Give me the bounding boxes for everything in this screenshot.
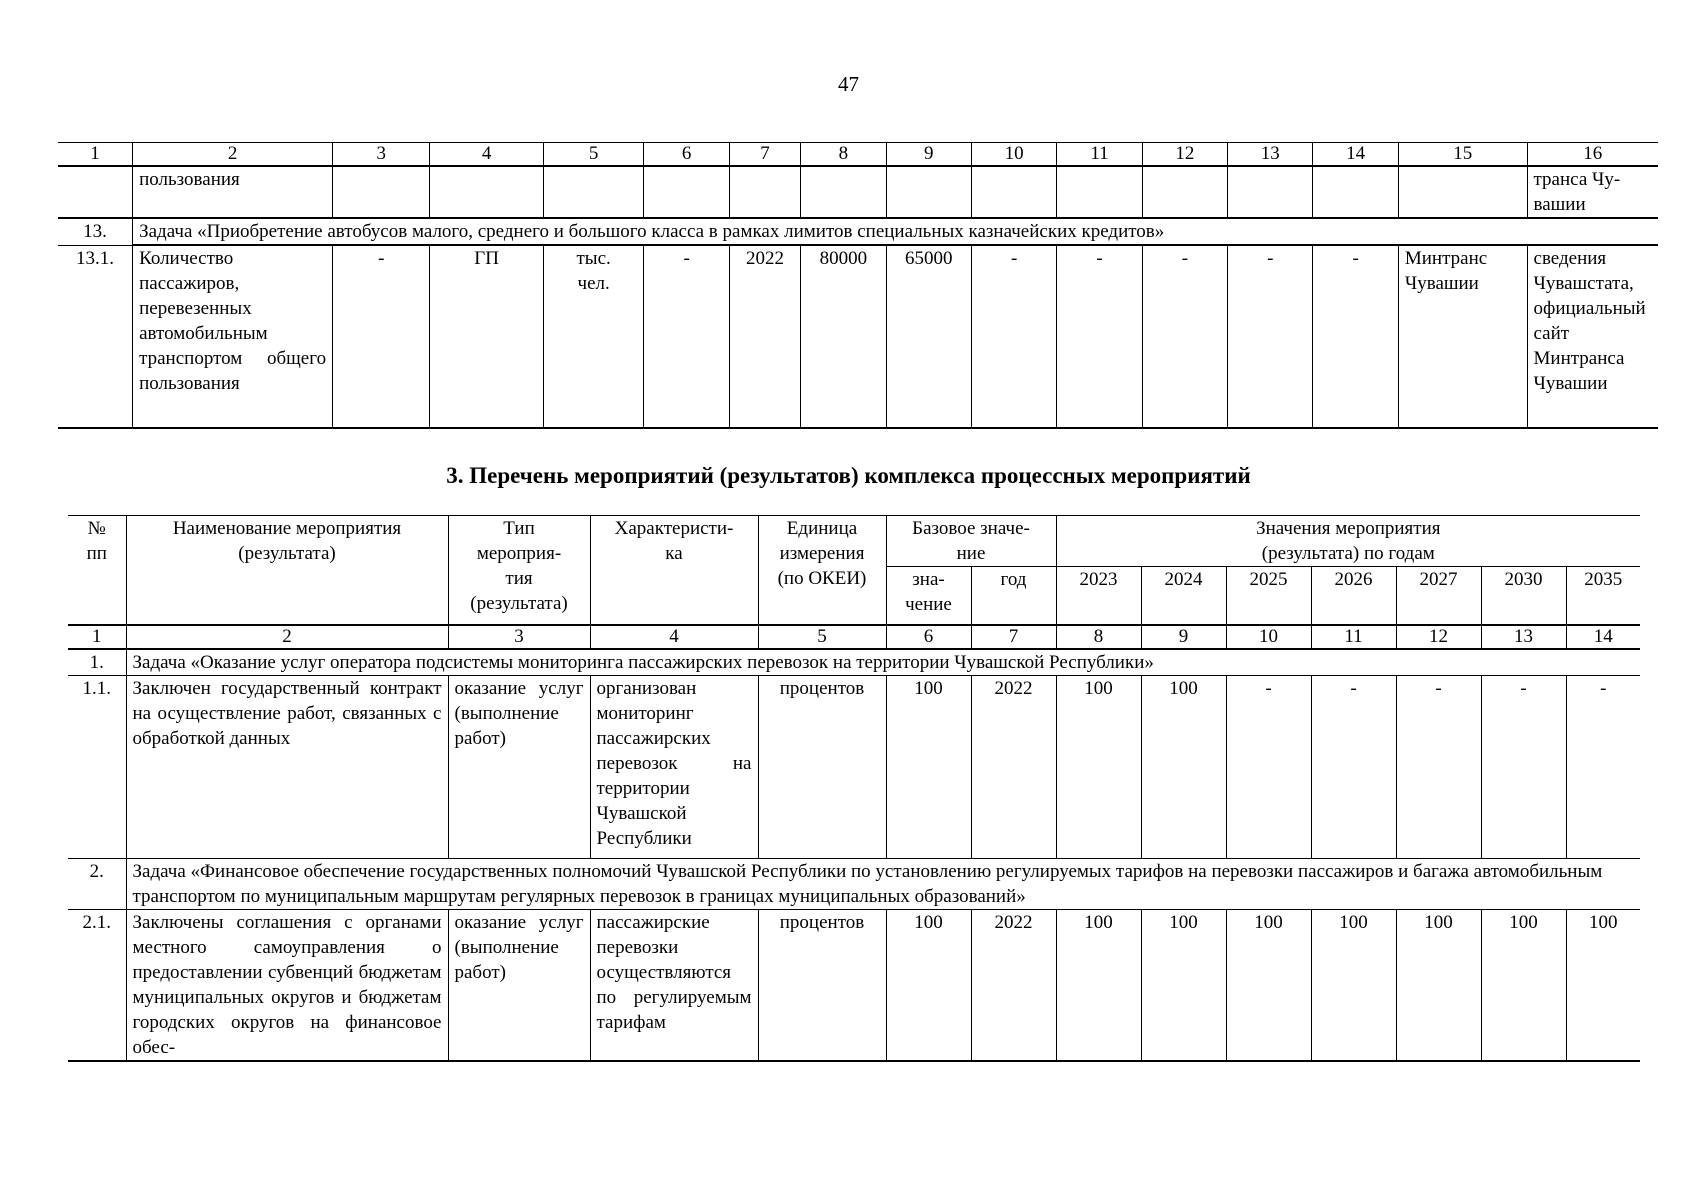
- year-value: 100: [1056, 675, 1141, 858]
- header-characteristic: Характеристи- ка: [590, 516, 758, 625]
- col-number: 12: [1142, 143, 1227, 167]
- header-year: 2030: [1481, 567, 1566, 625]
- col-number: 3: [448, 625, 590, 649]
- activity-row: [68, 909, 1640, 1061]
- information-source: транса Чу- вашии: [1527, 166, 1658, 218]
- cell-value: -: [333, 245, 430, 428]
- col-number: 6: [886, 625, 971, 649]
- year-value: -: [1396, 675, 1481, 858]
- activities-table: [68, 515, 1640, 1062]
- col-number: 2: [133, 143, 333, 167]
- year-value: 100: [1481, 909, 1566, 1061]
- task-text: Задача «Финансовое обеспечение государственных полномочий Чувашской Республики по установлению регулируемых тарифов на перевозки пассажиров и багажа автомобильным транспортом по муниципальным маршрутам регулярных перевозок в границах муниципальных образований»: [126, 858, 1640, 909]
- unit-cell: тыс. чел.: [543, 245, 644, 428]
- task-text: Задача «Приобретение автобусов малого, среднего и большого класса в рамках лимитов специальных казначейских кредитов»: [133, 218, 1658, 245]
- base-value: 100: [886, 675, 971, 858]
- header-type: Тип мероприя- тия (результата): [448, 516, 590, 625]
- col-number: 3: [333, 143, 430, 167]
- year-value: -: [1481, 675, 1566, 858]
- base-year: 2022: [971, 675, 1056, 858]
- col-number: 14: [1566, 625, 1640, 649]
- activity-unit: процентов: [758, 909, 886, 1061]
- task-number: 2.: [68, 858, 126, 909]
- col-number: 5: [758, 625, 886, 649]
- indicator-name: пользования: [133, 166, 333, 218]
- cell-value: -: [644, 245, 729, 428]
- activity-unit: процентов: [758, 675, 886, 858]
- col-number: 11: [1057, 143, 1142, 167]
- col-number: 11: [1311, 625, 1396, 649]
- activity-number: 1.1.: [68, 675, 126, 858]
- task-row: [68, 649, 1640, 676]
- header-unit: Единица измерения (по ОКЕИ): [758, 516, 886, 625]
- indicator-row: [58, 245, 1658, 428]
- col-number: 12: [1396, 625, 1481, 649]
- col-number: 8: [1056, 625, 1141, 649]
- year-value: 100: [1056, 909, 1141, 1061]
- header-year: 2035: [1566, 567, 1640, 625]
- cell-value: 65000: [886, 245, 971, 428]
- year-value: -: [1226, 675, 1311, 858]
- cell-value: 2022: [729, 245, 800, 428]
- header-num: № пп: [68, 516, 126, 625]
- header-row: [68, 516, 1640, 567]
- responsible-cell: Минтранс Чувашии: [1398, 245, 1527, 428]
- cell-value: ГП: [430, 245, 544, 428]
- cell-value: -: [1313, 245, 1398, 428]
- year-value: 100: [1311, 909, 1396, 1061]
- col-number: 7: [729, 143, 800, 167]
- indicator-name: Количество пассажиров, перевезенных автомобильным транспортом общего пользования: [133, 245, 333, 428]
- cell-value: -: [1057, 245, 1142, 428]
- task-row: [58, 218, 1658, 245]
- col-number: 13: [1228, 143, 1313, 167]
- col-number: 9: [1141, 625, 1226, 649]
- col-number: 14: [1313, 143, 1398, 167]
- activity-type: оказание услуг (выполнение работ): [448, 675, 590, 858]
- column-numbers-row: [58, 143, 1658, 167]
- col-number: 1: [58, 143, 133, 167]
- col-number: 7: [971, 625, 1056, 649]
- col-number: 16: [1527, 143, 1658, 167]
- header-name: Наименование мероприятия (результата): [126, 516, 448, 625]
- col-number: 2: [126, 625, 448, 649]
- year-value: 100: [1141, 909, 1226, 1061]
- col-number: 13: [1481, 625, 1566, 649]
- activity-number: 2.1.: [68, 909, 126, 1061]
- header-base: Базовое значе- ние: [886, 516, 1056, 567]
- indicators-table-continuation: [58, 142, 1658, 429]
- column-numbers-row: [68, 625, 1640, 649]
- activity-type: оказание услуг (выполнение работ): [448, 909, 590, 1061]
- base-year: 2022: [971, 909, 1056, 1061]
- cell-value: -: [971, 245, 1056, 428]
- header-years-group: Значения мероприятия (результата) по годам: [1056, 516, 1640, 567]
- year-value: 100: [1141, 675, 1226, 858]
- year-value: 100: [1396, 909, 1481, 1061]
- header-year: 2026: [1311, 567, 1396, 625]
- header-year: 2023: [1056, 567, 1141, 625]
- page-number: 47: [838, 72, 859, 96]
- header-base-value: зна- чение: [886, 567, 971, 625]
- col-number: 8: [801, 143, 886, 167]
- year-value: 100: [1566, 909, 1640, 1061]
- header-base-year: год: [971, 567, 1056, 625]
- activity-characteristic: организован мониторинг пассажирских перевозок на территории Чувашской Республики: [590, 675, 758, 858]
- information-source: сведения Чувашстата, официальный сайт Минтранса Чувашии: [1527, 245, 1658, 428]
- task-number: 13.: [58, 218, 133, 245]
- col-number: 10: [971, 143, 1056, 167]
- year-value: -: [1311, 675, 1396, 858]
- cell-value: -: [1228, 245, 1313, 428]
- col-number: 15: [1398, 143, 1527, 167]
- section-title: 3. Перечень мероприятий (результатов) комплекса процессных мероприятий: [446, 463, 1251, 488]
- header-year: 2027: [1396, 567, 1481, 625]
- header-year: 2025: [1226, 567, 1311, 625]
- cell-value: 80000: [801, 245, 886, 428]
- year-value: -: [1566, 675, 1640, 858]
- col-number: 1: [68, 625, 126, 649]
- task-text: Задача «Оказание услуг оператора подсистемы мониторинга пассажирских перевозок на территории Чувашской Республики»: [126, 649, 1640, 676]
- base-value: 100: [886, 909, 971, 1061]
- header-year: 2024: [1141, 567, 1226, 625]
- year-value: 100: [1226, 909, 1311, 1061]
- activity-name: Заключены соглашения с органами местного самоуправления о предоставлении субвенций бюджетам муниципальных округов и бюджетам городских округов на финансовое обес-: [126, 909, 448, 1061]
- activity-row: [68, 675, 1640, 858]
- col-number: 9: [886, 143, 971, 167]
- activity-name: Заключен государственный контракт на осуществление работ, связанных с обработкой данных: [126, 675, 448, 858]
- task-number: 1.: [68, 649, 126, 676]
- col-number: 6: [644, 143, 729, 167]
- activity-characteristic: пассажирские перевозки осуществляются по регулируемым тарифам: [590, 909, 758, 1061]
- col-number: 5: [543, 143, 644, 167]
- task-row: [68, 858, 1640, 909]
- continuation-row: [58, 166, 1658, 218]
- col-number: 4: [590, 625, 758, 649]
- cell-value: -: [1142, 245, 1227, 428]
- indicator-number: 13.1.: [58, 245, 133, 428]
- col-number: 10: [1226, 625, 1311, 649]
- col-number: 4: [430, 143, 544, 167]
